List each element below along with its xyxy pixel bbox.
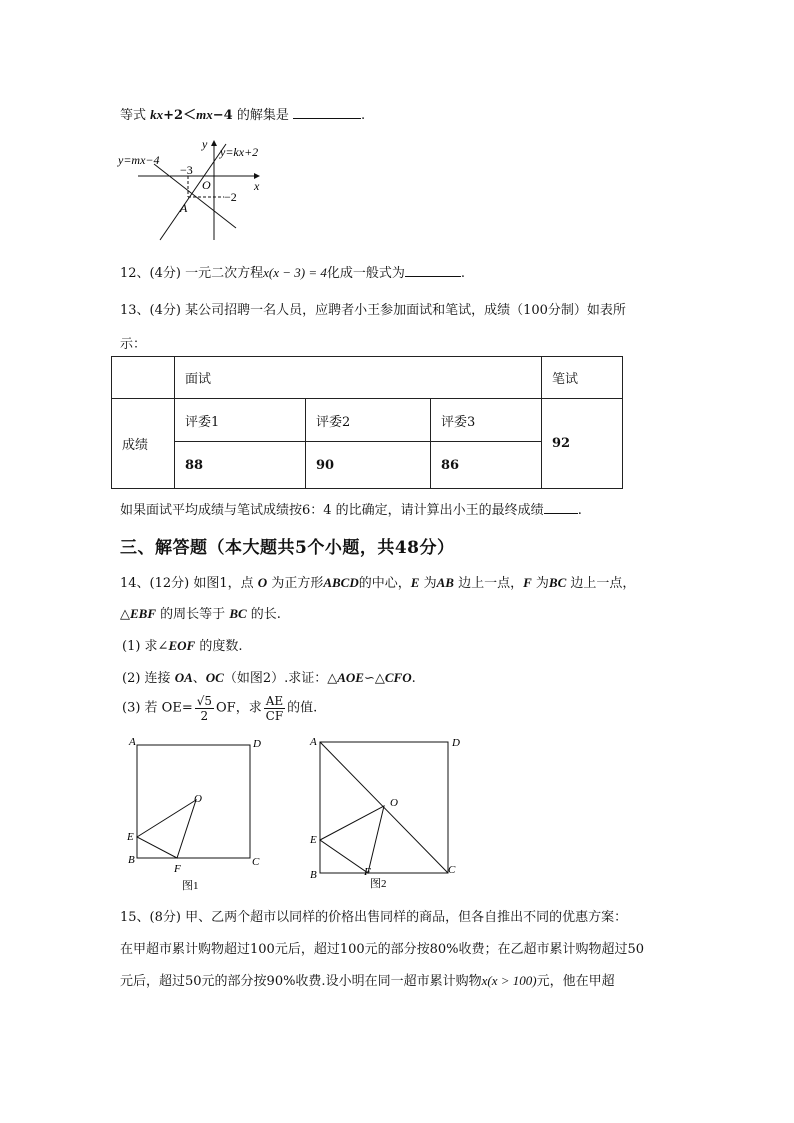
fig1-b: B (128, 854, 135, 866)
q14-p2-aoe: AOE (337, 670, 364, 685)
table-row (112, 357, 623, 399)
section-title: 三、解答题（本大题共5个小题，共48分） (120, 538, 455, 558)
q11-line (120, 104, 365, 123)
q15-l3-cond: (x > 100) (487, 973, 537, 988)
q14-part-3 (122, 694, 317, 723)
header-written: 笔试 (542, 357, 623, 399)
score-3: 86 (431, 442, 542, 489)
fig1-c: C (252, 856, 260, 868)
fig1-d: D (253, 738, 261, 750)
q11-answer-blank (293, 106, 361, 119)
fig1-a: A (129, 736, 136, 748)
frac-num: √5 (196, 694, 213, 708)
table-row (112, 399, 623, 442)
q14-l1-g: 边上一点， (570, 576, 636, 591)
fig2-f: F (364, 866, 371, 878)
q14-p1-b: 的度数. (199, 639, 243, 654)
header-interview: 面试 (175, 357, 542, 399)
q14-p2-a: (2) 连接 (122, 671, 171, 686)
q14-line-1 (120, 572, 635, 591)
fig1-o: O (194, 793, 202, 805)
q14-p1-eof: EOF (168, 638, 196, 653)
q14-p1-a: (1) 求∠ (122, 639, 169, 654)
q14-l1-f-text: 为 (535, 576, 549, 591)
q14-l1-e-text: 边上一点， (458, 576, 524, 591)
q12-equation: x(x − 3) = 4 (263, 265, 327, 280)
q14-part-2 (122, 667, 416, 686)
q11-kx: kx (150, 107, 164, 122)
q14-l1-a: 14、(12分) 如图1，点 (120, 576, 254, 591)
label-point-a: A (180, 201, 188, 215)
label-kx: y=kx+2 (220, 145, 259, 159)
fraction-sqrt5-over-2 (195, 694, 214, 723)
q13-after-line (120, 499, 582, 518)
q11-suffix: 的解集是 (232, 108, 289, 123)
q11-minus: −4 (212, 108, 233, 123)
q13-answer-blank (544, 501, 578, 514)
figure-1 (124, 732, 274, 894)
fig1-f: F (174, 863, 181, 875)
q14-l2-c: 的长. (250, 607, 281, 622)
q12-line (120, 262, 465, 281)
fraction-ae-over-cf (264, 694, 285, 723)
q13-after-text: 如果面试平均成绩与笔试成绩按6：4 的比确定，请计算出小王的最终成绩 (120, 503, 544, 518)
label-y: y (202, 137, 208, 151)
fig2-c: C (448, 864, 456, 876)
q14-p3-c: 的值. (287, 700, 318, 716)
triangle-eof (320, 806, 384, 873)
q14-p3-a: (3) 若 OE= (122, 700, 193, 716)
q14-l2-a: △ (120, 607, 130, 622)
fig1-e: E (127, 831, 134, 843)
q14-l2-bc: BC (229, 606, 247, 621)
q14-l1-e: E (410, 575, 420, 590)
triangle-eof (137, 800, 196, 858)
y-axis-arrow (211, 140, 217, 146)
q14-l2-b: 的周长等于 (160, 607, 226, 622)
judge-1: 评委1 (175, 399, 306, 442)
row-label-score: 成绩 (112, 399, 175, 489)
q13-after-end: . (577, 503, 582, 518)
q15-l3-x: x (481, 973, 488, 988)
q14-part-1 (122, 635, 242, 654)
q14-l2-ebf: EBF (130, 606, 157, 621)
figure-2 (306, 732, 466, 894)
line-mx-minus-4 (160, 144, 226, 240)
label-mx: y=mx−4 (118, 153, 160, 167)
label-tick-y: −2 (224, 190, 237, 204)
q11-prefix: 等式 (120, 108, 147, 123)
q15-l3-a: 元后，超过50元的部分按90%收费.设小明在同一超市累计购物 (120, 974, 482, 989)
q15-line-2: 在甲超市累计购物超过100元后，超过100元的部分按80%收费；在乙超市累计购物超过50 (120, 942, 645, 957)
fig2-b: B (310, 869, 317, 881)
written-score: 92 (542, 399, 623, 489)
fig2-a: A (310, 736, 317, 748)
q15-line-3 (120, 970, 615, 989)
fig2-e: E (310, 834, 317, 846)
q14-p2-c: （如图2）.求证：△ (223, 671, 338, 686)
q14-l1-b: 为正方形 (271, 576, 324, 591)
q14-p2-oa: OA (174, 670, 193, 685)
label-tick-x: −3 (180, 163, 193, 177)
q14-l1-c: 的中心， (358, 576, 411, 591)
q11-end: . (360, 108, 366, 123)
label-origin: O (202, 178, 211, 192)
frac-ae: AE (265, 694, 284, 708)
q14-line-2 (120, 603, 281, 622)
score-table (111, 356, 623, 489)
score-1: 88 (175, 442, 306, 489)
q14-l1-ab: AB (436, 575, 454, 590)
q14-l1-o: O (257, 575, 268, 590)
fig1-caption: 图1 (182, 880, 199, 892)
q15-line-1: 15、(8分) 甲、乙两个超市以同样的价格出售同样的商品，但各自推出不同的优惠方案： (120, 910, 628, 925)
q14-p2-e: . (411, 671, 416, 686)
q14-p2-similar: ∽△ (363, 671, 385, 686)
fig2-d: D (452, 737, 460, 749)
fig2-o: O (390, 797, 398, 809)
q14-p2-cfo: CFO (384, 670, 412, 685)
q12-end: . (460, 266, 465, 281)
q14-l1-abcd: ABCD (323, 575, 359, 590)
score-2: 90 (306, 442, 431, 489)
q14-p3-b: OF，求 (216, 700, 262, 716)
q12-answer-blank (405, 264, 461, 277)
q15-l3-b: 元，他在甲超 (536, 974, 615, 989)
frac-den: 2 (200, 709, 209, 723)
label-x: x (254, 179, 260, 193)
q11-plus: +2＜ (163, 108, 197, 123)
q14-l1-bc: BC (548, 575, 567, 590)
q12-text-a: 12、(4分) 一元二次方程 (120, 266, 264, 281)
q13-line-2: 示： (120, 337, 147, 352)
judge-2: 评委2 (306, 399, 431, 442)
q14-p2-b: 、 (192, 671, 206, 686)
judge-3: 评委3 (431, 399, 542, 442)
table-corner (112, 357, 175, 399)
q14-l1-d: 为 (423, 576, 437, 591)
q13-line-1: 13、(4分) 某公司招聘一名人员，应聘者小王参加面试和笔试，成绩（100分制）如表所 (120, 303, 626, 318)
q11-mx: mx (196, 107, 213, 122)
frac-cf: CF (265, 709, 284, 723)
linear-functions-graph (116, 134, 286, 244)
q14-p2-oc: OC (205, 670, 224, 685)
fig2-caption: 图2 (370, 878, 387, 890)
q14-l1-f: F (523, 575, 532, 590)
q12-text-b: 化成一般式为 (326, 266, 405, 281)
